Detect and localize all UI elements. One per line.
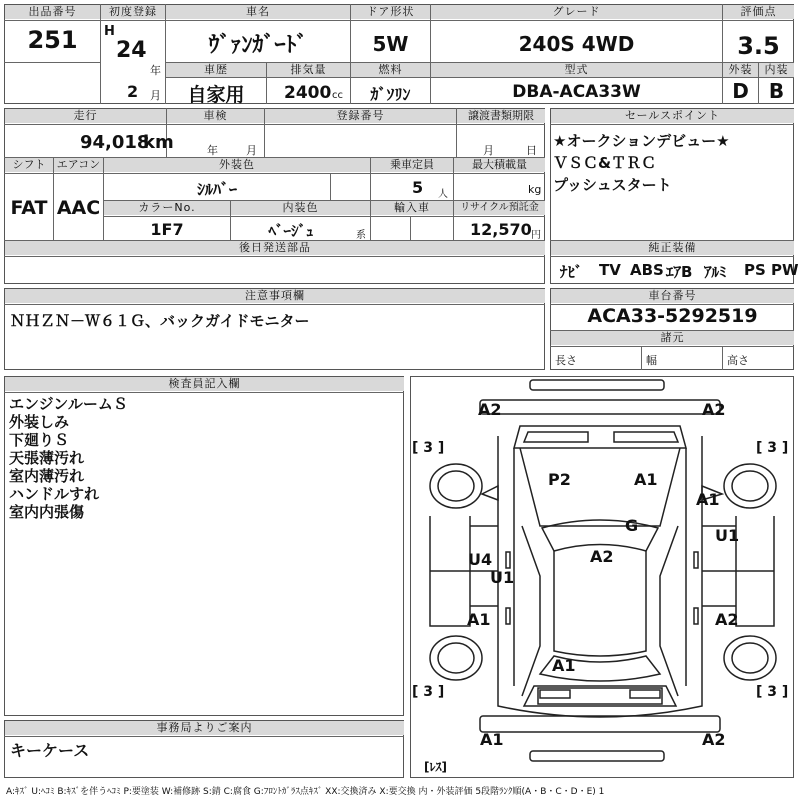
tire-front-right: [ 3 ] <box>756 440 789 456</box>
history-value: 自家用 <box>187 84 245 106</box>
mark-front-left-bumper: A2 <box>478 400 502 419</box>
door-label: ドア形状 <box>351 5 430 19</box>
recycle-label: リサイクル預託金 <box>454 201 545 215</box>
inspection-year-unit: 年 <box>207 144 218 157</box>
first-reg-month-unit: 月 <box>150 89 161 102</box>
dimension-length: 長さ <box>555 354 577 367</box>
inspector-line-3: 下廻りＳ <box>9 431 70 449</box>
tire-rear-left: [ 3 ] <box>412 684 445 700</box>
sales-point-line-3: プッシュスタート <box>553 176 672 194</box>
car-name-label: 車名 <box>166 5 350 19</box>
first-reg-year-unit: 年 <box>150 64 161 77</box>
int-grade-label: 内装 <box>759 63 794 77</box>
displacement-value: 2400 <box>284 83 332 103</box>
transfer-month-unit: 月 <box>483 144 494 157</box>
ext-color-label: 外装色 <box>104 158 370 172</box>
shift-value: FAT <box>10 197 48 219</box>
tire-front-left: [ 3 ] <box>412 440 445 456</box>
mark-left-front-door: U4 <box>468 550 493 569</box>
inspector-label: 検査員記入欄 <box>5 377 404 391</box>
model-label: 型式 <box>431 63 722 77</box>
model-value: DBA-ACA33W <box>512 82 641 102</box>
door-value: 5W <box>372 32 409 56</box>
inspector-line-5: 室内薄汚れ <box>9 467 85 485</box>
mark-left-quarter: A1 <box>467 610 491 629</box>
fuel-value: ｶﾞｿﾘﾝ <box>370 85 411 104</box>
transfer-deadline-label: 譲渡書類期限 <box>457 109 545 123</box>
chassis-number: ACA33-5292519 <box>587 305 758 327</box>
car-name: ｳﾞｧﾝｶﾞｰﾄﾞ <box>208 33 308 58</box>
lot-label: 出品番号 <box>5 5 100 19</box>
mark-hood-right: A1 <box>634 470 658 489</box>
equipment-item-tv: TV <box>599 261 621 279</box>
dimension-height: 高さ <box>727 354 749 367</box>
fuel-label: 燃料 <box>351 63 430 77</box>
ext-color-value: ｼﾙﾊﾞｰ <box>196 180 237 199</box>
aircon-value: AAC <box>56 197 101 219</box>
grade-label: グレード <box>431 5 722 19</box>
later-parts-label: 後日発送部品 <box>5 241 545 255</box>
mark-right-fender: A1 <box>696 490 720 509</box>
sales-point-label: セールスポイント <box>551 109 794 123</box>
mark-front-right-bumper: A2 <box>702 400 726 419</box>
sales-point-line-2: ＶＳＣ&ＴＲＣ <box>553 154 657 172</box>
inspection-label: 車検 <box>167 109 264 123</box>
transfer-day-unit: 日 <box>526 144 537 157</box>
reg-number-label: 登録番号 <box>265 109 456 123</box>
front-bumper-shape <box>530 380 664 390</box>
chassis-label: 車台番号 <box>551 289 794 303</box>
mark-hood-left: P2 <box>548 470 571 489</box>
inspector-line-6: ハンドルすれ <box>9 485 100 503</box>
displacement-unit: cc <box>332 90 343 101</box>
tire-rear-right: [ 3 ] <box>756 684 789 700</box>
office-value: キーケース <box>10 741 90 760</box>
office-label: 事務局よりご案内 <box>5 721 404 735</box>
equipment-item-alloy: ｱﾙﾐ <box>704 263 727 281</box>
body-outline <box>498 436 702 717</box>
score-label: 評価点 <box>723 5 794 19</box>
equipment-item-navi: ﾅﾋﾞ <box>560 263 583 281</box>
equipment-item-abs: ABS <box>630 261 664 279</box>
displacement-label: 排気量 <box>267 63 350 77</box>
dimensions-label: 諸元 <box>551 331 794 345</box>
inspector-line-2: 外装しみ <box>9 413 70 431</box>
first-reg-label: 初度登録 <box>101 5 165 19</box>
capacity-label: 乗車定員 <box>371 158 453 172</box>
front-bumper-outline <box>480 400 720 414</box>
notes-label: 注意事項欄 <box>5 289 545 303</box>
color-no-label: カラーNo. <box>104 201 230 215</box>
equipment-item-ps: PS <box>744 261 766 279</box>
inspector-line-1: エンジンルームＳ <box>9 395 128 413</box>
first-reg-era: H <box>104 24 115 39</box>
grade-value: 240S 4WD <box>518 32 635 56</box>
equipment-label: 純正装備 <box>551 241 794 255</box>
mark-rear-left-bumper: A1 <box>480 730 504 749</box>
mark-windscreen: G <box>625 516 639 535</box>
int-color-unit: 系 <box>356 230 366 241</box>
capacity-unit: 人 <box>438 189 448 200</box>
max-load-label: 最大積載量 <box>454 158 545 172</box>
ext-grade-value: D <box>732 79 749 103</box>
mark-roof: A2 <box>590 547 614 566</box>
recycle-value: 12,570 <box>470 220 532 239</box>
inspection-month-unit: 月 <box>246 144 257 157</box>
int-grade-value: B <box>768 79 785 103</box>
history-label: 車歴 <box>166 63 266 77</box>
rear-bumper-outline <box>480 716 720 732</box>
roof-outline <box>554 551 646 656</box>
mileage-label: 走行 <box>5 109 166 123</box>
equipment-item-airbag: ｴｱB <box>666 263 693 281</box>
notes-value: ＮＨＺＮ－Ｗ６１Ｇ、バックガイドモニター <box>10 312 310 330</box>
aircon-label: エアコン <box>54 158 103 172</box>
equipment-item-pw: PW <box>771 261 799 279</box>
max-load-unit: kg <box>528 183 542 196</box>
first-reg-year: 24 <box>116 38 147 63</box>
int-color-label: 内装色 <box>231 201 370 215</box>
spare-tire: [ﾚｽ] <box>424 760 447 774</box>
first-reg-month: 2 <box>127 82 139 101</box>
sales-point-line-1: ★オークションデビュー★ <box>553 132 730 150</box>
mark-rear-right-bumper: A2 <box>702 730 726 749</box>
mileage-value: 94,018 <box>80 132 150 153</box>
mileage-unit: km <box>143 132 174 153</box>
inspector-line-7: 室内内張傷 <box>9 503 85 521</box>
shift-label: シフト <box>5 158 53 172</box>
score-value: 3.5 <box>737 32 780 60</box>
ext-grade-label: 外装 <box>723 63 758 77</box>
mark-right-front-door: U1 <box>715 526 740 545</box>
mark-back-door: A1 <box>552 656 576 675</box>
lot-number: 251 <box>27 26 78 54</box>
right-headlamp-shape <box>614 432 678 442</box>
color-no-value: 1F7 <box>150 220 184 239</box>
hood-outline <box>514 426 686 448</box>
dimension-width: 幅 <box>646 354 657 367</box>
left-headlamp-shape <box>524 432 588 442</box>
capacity-value: 5 <box>412 178 424 197</box>
legend: A:ｷｽﾞ U:ﾍｺﾐ B:ｷｽﾞを伴うﾍｺﾐ P:要塗装 W:補修跡 S:錆 C:腐食 G:ﾌﾛﾝﾄｶﾞﾗｽ点ｷｽﾞ XX:交換済み X:要交換 内・外装評価 5段階ﾗﾝｸ順(A・B・C・D・E) 1 <box>6 787 605 797</box>
recycle-unit: 円 <box>531 230 541 241</box>
mark-right-quarter: A2 <box>715 610 739 629</box>
import-label: 輸入車 <box>371 201 453 215</box>
mark-left-rear-door: U1 <box>490 568 515 587</box>
inspector-line-4: 天張薄汚れ <box>9 449 85 467</box>
int-color-value: ﾍﾞｰｼﾞｭ <box>268 222 314 240</box>
car-diagram <box>410 376 794 778</box>
